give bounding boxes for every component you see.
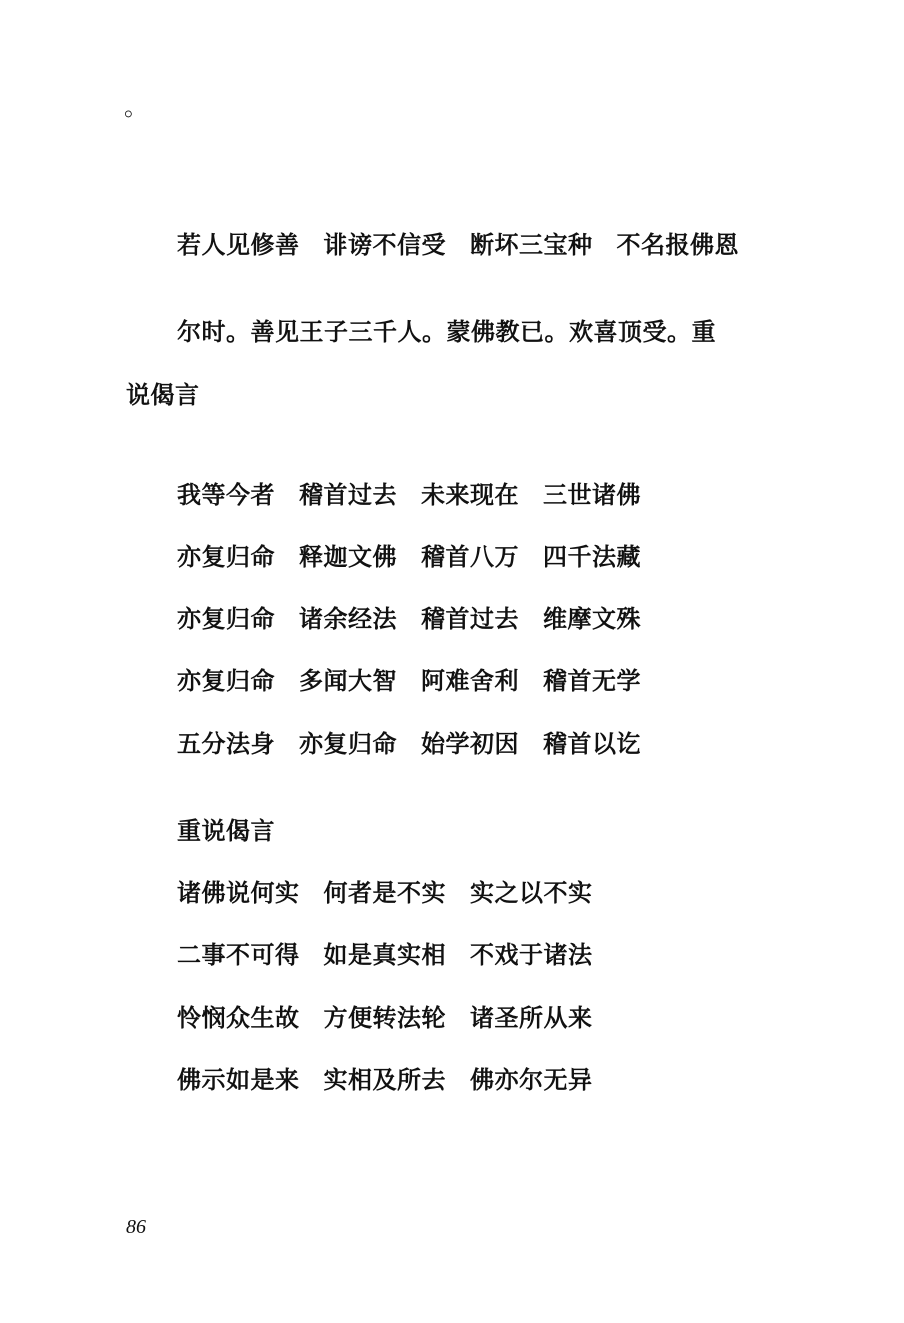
verse-phrase: 佛亦尔无异 [470, 1065, 593, 1094]
section-heading: 重说偈言 [177, 816, 275, 845]
verse-phrase: 断坏三宝种 [470, 230, 593, 259]
verse-phrase: 实之以不实 [470, 878, 593, 907]
verse-phrase: 稽首过去 [299, 480, 397, 509]
verse-line [177, 729, 641, 759]
verse-phrase: 方便转法轮 [323, 1003, 446, 1032]
leading-punctuation: 。 [124, 93, 148, 121]
verse-phrase: 亦复归命 [177, 542, 275, 571]
verse-phrase: 始学初因 [421, 729, 519, 758]
verse-phrase: 佛示如是来 [177, 1065, 300, 1094]
verse-phrase: 何者是不实 [323, 878, 446, 907]
verse-phrase: 未来现在 [421, 480, 519, 509]
verse-phrase: 亦复归命 [177, 666, 275, 695]
verse-phrase: 稽首以讫 [543, 729, 641, 758]
prose-line: 说偈言 [126, 380, 200, 409]
verse-phrase: 稽首八万 [421, 542, 519, 571]
verse-phrase: 阿难舍利 [421, 666, 519, 695]
prose-line: 尔时。善见王子三千人。蒙佛教已。欢喜顶受。重 [177, 317, 716, 346]
verse-phrase: 二事不可得 [177, 940, 300, 969]
verse-phrase: 我等今者 [177, 480, 275, 509]
verse-line [177, 940, 593, 970]
verse-line [177, 480, 641, 510]
verse-phrase: 怜悯众生故 [177, 1003, 300, 1032]
verse-phrase: 维摩文殊 [543, 604, 641, 633]
verse-phrase: 亦复归命 [177, 604, 275, 633]
verse-phrase: 诸佛说何实 [177, 878, 300, 907]
verse-phrase: 三世诸佛 [543, 480, 641, 509]
verse-line [177, 542, 641, 572]
verse-phrase: 不名报佛恩 [616, 230, 739, 259]
verse-line [177, 878, 593, 908]
verse-line [177, 1003, 593, 1033]
verse-phrase: 多闻大智 [299, 666, 397, 695]
verse-phrase: 不戏于诸法 [470, 940, 593, 969]
verse-phrase: 实相及所去 [323, 1065, 446, 1094]
verse-line [177, 1065, 593, 1095]
verse-phrase: 稽首无学 [543, 666, 641, 695]
verse-phrase: 释迦文佛 [299, 542, 397, 571]
verse-phrase: 稽首过去 [421, 604, 519, 633]
verse-line [177, 230, 739, 260]
verse-phrase: 诸余经法 [299, 604, 397, 633]
verse-line [177, 604, 641, 634]
verse-phrase: 若人见修善 [177, 230, 300, 259]
verse-phrase: 亦复归命 [299, 729, 397, 758]
verse-phrase: 五分法身 [177, 729, 275, 758]
verse-phrase: 诽谤不信受 [323, 230, 446, 259]
verse-phrase: 如是真实相 [323, 940, 446, 969]
verse-line [177, 666, 641, 696]
page-number: 86 [126, 1216, 146, 1238]
verse-phrase: 诸圣所从来 [470, 1003, 593, 1032]
verse-phrase: 四千法藏 [543, 542, 641, 571]
